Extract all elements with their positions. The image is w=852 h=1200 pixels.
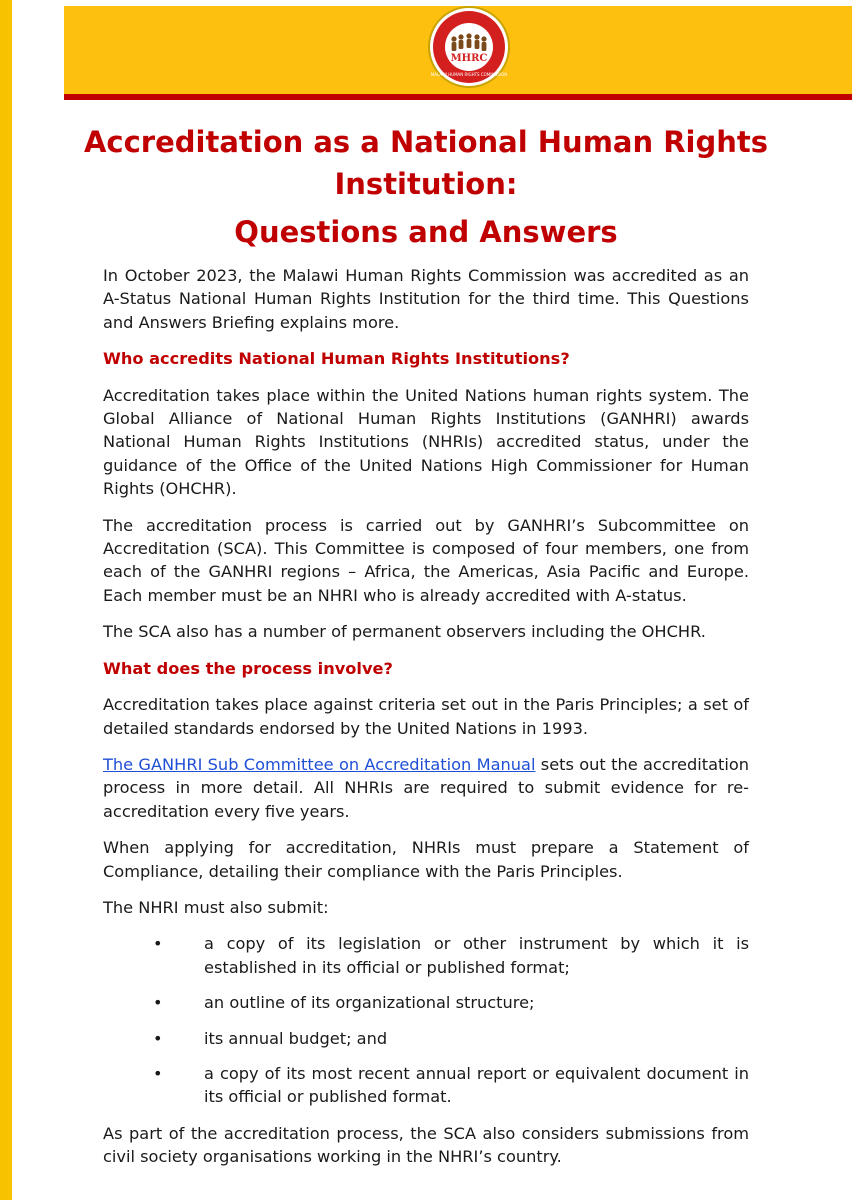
section-heading-process: What does the process involve? xyxy=(103,658,393,678)
mhrc-logo xyxy=(428,6,510,88)
list-item-text: an outline of its organizational structure; xyxy=(204,993,535,1013)
submission-list xyxy=(103,932,749,1108)
bullet-icon: • xyxy=(153,1063,163,1083)
paragraph-with-link xyxy=(103,753,749,823)
header-red-rule xyxy=(64,94,852,100)
list-item-text: a copy of its most recent annual report or equivalent document in its official or published format. xyxy=(204,1063,749,1107)
bullet-icon: • xyxy=(153,1028,163,1048)
list-item xyxy=(103,991,749,1014)
paragraph: The NHRI must also submit: xyxy=(103,897,329,917)
logo-text: MHRC xyxy=(450,53,488,64)
bullet-icon: • xyxy=(153,993,163,1013)
list-item xyxy=(103,1027,749,1050)
document-subtitle: Questions and Answers xyxy=(234,215,618,249)
list-item-text: a copy of its legislation or other instrument by which it is established in its official or published format; xyxy=(204,934,749,977)
section-heading-who-accredits: Who accredits National Human Rights Institutions? xyxy=(103,349,570,369)
paragraph: Accreditation takes place against criteria set out in the Paris Principles; a set of detailed standards endorsed by the United Nations in 1993. xyxy=(103,695,749,738)
list-item xyxy=(103,932,749,979)
bullet-icon: • xyxy=(153,934,163,954)
list-item xyxy=(103,1062,749,1109)
left-margin-stripe xyxy=(0,0,12,1200)
document-title: Accreditation as a National Human Rights Institution: xyxy=(83,125,769,201)
paragraph: As part of the accreditation process, the SCA also considers submissions from civil society organisations working in the NHRI’s country. xyxy=(103,1123,749,1167)
paragraph: When applying for accreditation, NHRIs must prepare a Statement of Compliance, detailing their compliance with the Paris Principles. xyxy=(103,838,749,881)
logo-ring-text: MALAWI HUMAN RIGHTS COMMISSION xyxy=(430,72,508,77)
paragraph: The SCA also has a number of permanent observers including the OHCHR. xyxy=(103,622,706,642)
document-body xyxy=(103,264,749,1182)
intro-paragraph: In October 2023, the Malawi Human Rights Commission was accredited as an A-Status National Human Rights Institution for the third time. This Questions and Answers Briefing explains more. xyxy=(103,266,749,332)
paragraph-text: sets out the accreditation process in more detail. All NHRIs are required to submit evidence for re-accreditation every five years. xyxy=(103,754,749,821)
paragraph: Accreditation takes place within the United Nations human rights system. The Global Alliance of National Human Rights Institutions (GANHRI) awards National Human Rights Institutions (NHRIs) accredited status, under the guidance of the Office of the United Nations High Commissioner for Human Rights (OHCHR). xyxy=(103,385,749,499)
paragraph: The accreditation process is carried out by GANHRI’s Subcommittee on Accreditation (SCA). This Committee is composed of four members, one from each of the GANHRI regions – Africa, the Americas, Asia Pacific and Europe. Each member must be an NHRI who is already accredited with A-status. xyxy=(103,515,749,605)
list-item-text: its annual budget; and xyxy=(204,1028,388,1048)
sca-manual-link[interactable]: The GANHRI Sub Committee on Accreditation Manual xyxy=(103,754,536,774)
